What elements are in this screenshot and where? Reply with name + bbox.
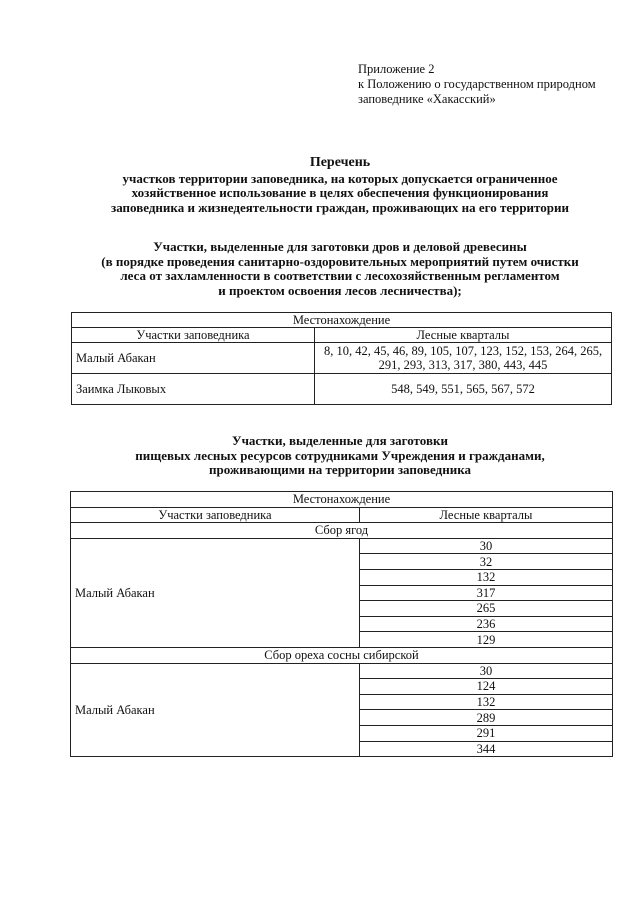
title-line: хозяйственное использование в целях обеспечения функционирования [131, 185, 549, 200]
quarter-cell: 291 [360, 725, 613, 741]
document-title [60, 156, 620, 215]
quarter-cell: 30 [360, 538, 613, 554]
column-header-sites: Участки заповедника [71, 507, 360, 523]
site-cell: Заимка Лыковых [72, 374, 315, 405]
quarter-cell: 132 [360, 569, 613, 585]
group-title: Сбор ягод [71, 523, 613, 539]
quarter-cell: 317 [360, 585, 613, 601]
group-title: Сбор ореха сосны сибирской [71, 647, 613, 663]
title-word: Перечень [309, 155, 371, 170]
table-row [71, 538, 613, 554]
firewood-sites-table [71, 312, 612, 405]
site-cell: Малый Абакан [72, 343, 315, 374]
title-line: заповедника и жизнедеятельности граждан, проживающих на его территории [111, 199, 569, 215]
section1-heading [60, 240, 620, 298]
quarter-cell: 129 [360, 632, 613, 648]
section-line: пищевых лесных ресурсов сотрудниками Учреждения и гражданами, [135, 447, 545, 463]
quarter-cell: 265 [360, 601, 613, 617]
section2-heading [60, 434, 620, 478]
table-row [72, 374, 612, 405]
section-line: леса от захламленности в соответствии с лесохозяйственным регламентом [120, 268, 560, 283]
section-line: Участки, выделенные для заготовки дров и деловой древесины [153, 239, 527, 254]
column-header-quarters: Лесные кварталы [360, 507, 613, 523]
title-line: участков территории заповедника, на которых допускается ограниченное [122, 170, 558, 186]
quarter-cell: 30 [360, 663, 613, 679]
table-row [72, 343, 612, 374]
table-header: Местонахождение [72, 313, 612, 328]
column-header-quarters: Лесные кварталы [315, 328, 612, 343]
quarter-cell: 124 [360, 679, 613, 695]
quarter-cell: 32 [360, 554, 613, 570]
appendix-note [358, 62, 628, 107]
table-header: Местонахождение [71, 492, 613, 508]
quarters-line: 8, 10, 42, 45, 46, 89, 105, 107, 123, 152, 153, 264, 265, [323, 344, 603, 358]
quarters-line: 291, 293, 313, 317, 380, 443, 445 [378, 358, 548, 372]
site-cell: Малый Абакан [71, 538, 360, 647]
quarters-cell: 548, 549, 551, 565, 567, 572 [315, 374, 612, 405]
section-line: Участки, выделенные для заготовки [232, 433, 448, 448]
appendix-line: к Положению о государственном природном [358, 77, 596, 91]
section-line: и проектом освоения лесов лесничества); [218, 282, 462, 298]
quarters-cell [315, 343, 612, 374]
section-line: (в порядке проведения санитарно-оздоровительных мероприятий путем очистки [101, 253, 579, 269]
column-header-sites: Участки заповедника [72, 328, 315, 343]
site-cell: Малый Абакан [71, 663, 360, 757]
quarter-cell: 236 [360, 616, 613, 632]
food-resources-table [70, 491, 613, 757]
quarter-cell: 132 [360, 694, 613, 710]
section-line: проживающими на территории заповедника [208, 462, 472, 477]
quarter-cell: 289 [360, 710, 613, 726]
appendix-line: заповеднике «Хакасский» [358, 92, 496, 106]
appendix-line: Приложение 2 [358, 62, 435, 76]
quarter-cell: 344 [360, 741, 613, 757]
table-row [71, 663, 613, 679]
